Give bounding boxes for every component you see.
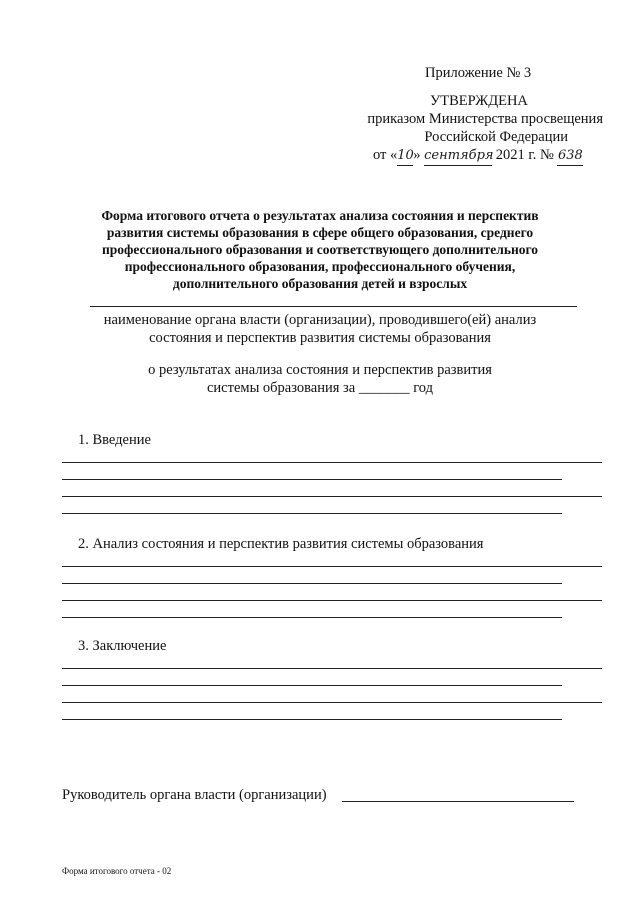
authority-name-field[interactable] [90, 306, 577, 307]
answer-line[interactable] [62, 566, 602, 567]
authority-caption [60, 311, 580, 347]
answer-line[interactable] [62, 462, 602, 463]
form-title-line: Форма итогового отчета о результатах анализа состояния и перспектив [101, 208, 539, 223]
approval-stamp: УТВЕРЖДЕНА [430, 93, 528, 109]
answer-line[interactable] [62, 617, 562, 618]
answer-line[interactable] [62, 719, 562, 720]
order-number-handwritten: 638 [557, 147, 583, 166]
order-date-line [373, 146, 583, 166]
answer-line[interactable] [62, 496, 602, 497]
signature-label: Руководитель органа власти (организации) [62, 787, 327, 803]
form-title [60, 207, 580, 292]
date-day-handwritten: 10 [397, 147, 413, 166]
answer-line[interactable] [62, 600, 602, 601]
authority-caption-line: состояния и перспектив развития системы образования [149, 330, 491, 346]
form-title-line: профессионального образования и соответствующего дополнительного [101, 242, 539, 257]
form-title-line: профессионального образования, профессионального обучения, [124, 259, 516, 274]
date-year: 2021 г. № [495, 147, 554, 163]
report-subject-line: о результатах анализа состояния и перспектив развития [148, 362, 492, 378]
order-line-1: приказом Министерства просвещения [367, 111, 603, 127]
answer-line[interactable] [62, 668, 602, 669]
section-heading-introduction: 1. Введение [78, 432, 151, 448]
report-subject [60, 361, 580, 397]
section-heading-analysis: 2. Анализ состояния и перспектив развития системы образования [78, 536, 484, 552]
form-title-line: развития системы образования в сфере общего образования, среднего [106, 225, 534, 240]
date-month-handwritten: сентября [424, 147, 492, 166]
signature-field[interactable] [342, 801, 574, 802]
date-close-quote: » [413, 147, 421, 163]
authority-caption-line: наименование органа власти (организации), проводившего(ей) анализ [103, 312, 537, 328]
answer-line[interactable] [62, 513, 562, 514]
answer-line[interactable] [62, 685, 562, 686]
form-title-line: дополнительного образования детей и взрослых [172, 276, 468, 291]
order-line-2: Российской Федерации [424, 129, 568, 145]
date-prefix: от « [373, 147, 398, 163]
answer-line[interactable] [62, 583, 562, 584]
appendix-number: Приложение № 3 [425, 65, 532, 81]
answer-line[interactable] [62, 702, 602, 703]
report-subject-line: системы образования за _______ год [206, 380, 434, 396]
section-heading-conclusion: 3. Заключение [78, 638, 167, 654]
footer-form-code: Форма итогового отчета - 02 [62, 866, 172, 876]
answer-line[interactable] [62, 479, 562, 480]
